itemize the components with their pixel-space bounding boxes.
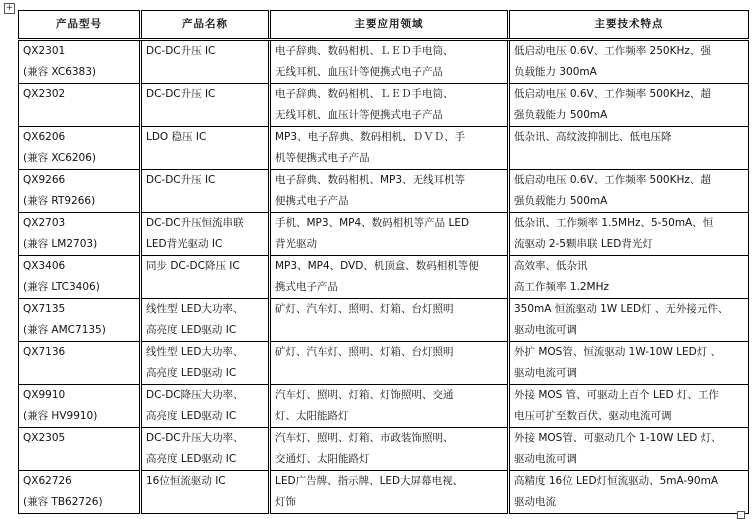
cell-applications-line: 机等便携式电子产品 [275,152,370,164]
cell-applications[interactable] [270,428,509,471]
cell-applications[interactable] [270,84,509,127]
cell-model-line: QX7136 [23,346,66,358]
cell-features-line: 驱动电流可调 [514,367,577,379]
cell-model-line: QX7135 [23,303,66,315]
cell-model-line: QX2302 [23,88,66,100]
cell-name[interactable] [141,40,270,84]
cell-applications-line: MP3、MP4、DVD、机顶盒、数码相机等便 [275,260,479,272]
cell-name[interactable] [141,471,270,514]
cell-applications[interactable] [270,170,509,213]
cell-name-line: 高亮度 LED驱动 IC [146,324,237,336]
table-row [19,84,749,127]
cell-applications-line: 汽车灯、照明、灯箱、灯饰照明、交通 [275,389,454,401]
cell-name-line: DC-DC升压 IC [146,45,216,57]
cell-model-line: (兼容 LTC3406) [23,281,100,293]
table-row [19,299,749,342]
cell-name[interactable] [141,213,270,256]
cell-applications[interactable] [270,385,509,428]
cell-model-line: QX2703 [23,217,66,229]
cell-name-line: LED背光驱动 IC [146,238,223,250]
cell-features-line: 驱动电流可调 [514,453,577,465]
cell-applications-line: 电子辞典、数码相机、MP3、无线耳机等 [275,174,466,186]
cell-name-line: DC-DC升压 IC [146,174,216,186]
cell-features[interactable] [509,385,749,428]
header-features: 主要技术特点 [509,11,749,40]
cell-features-line: 流驱动 2-5颗串联 LED背光灯 [514,238,653,250]
cell-model[interactable] [19,213,141,256]
cell-name[interactable] [141,385,270,428]
cell-features-line: 强负载能力 500mA [514,109,608,121]
cell-features-line: 负载能力 300mA [514,66,597,78]
table-row [19,471,749,514]
table-row [19,213,749,256]
cell-features[interactable] [509,428,749,471]
cell-name-line: DC-DC升压恒流串联 [146,217,244,229]
cell-applications-line: 电子辞典、数码相机、ＬＥＤ手电筒、 [275,45,454,57]
cell-applications-line: 背光驱动 [275,238,317,250]
cell-model[interactable] [19,428,141,471]
cell-name[interactable] [141,428,270,471]
cell-name-line: 高亮度 LED驱动 IC [146,453,237,465]
header-applications: 主要应用领域 [270,11,509,40]
cell-features-line: 低启动电压 0.6V、工作频率 500KHz、超 [514,88,711,100]
cell-model-line: QX9266 [23,174,66,186]
cell-applications[interactable] [270,127,509,170]
cell-name-line: 线性型 LED大功率、 [146,346,244,358]
header-name: 产品名称 [141,11,270,40]
cell-model-line: QX2305 [23,432,66,444]
cell-model[interactable] [19,471,141,514]
cell-applications-line: 矿灯、汽车灯、照明、灯箱、台灯照明 [275,346,454,358]
cell-applications-line: 电子辞典、数码相机、ＬＥＤ手电筒、 [275,88,454,100]
cell-model-line: QX62726 [23,475,72,487]
cell-applications-line: 交通灯、太阳能路灯 [275,453,370,465]
cell-applications[interactable] [270,299,509,342]
cell-features-line: 外接 MOS管、可驱动几个 1-10W LED 灯、 [514,432,722,444]
cell-applications[interactable] [270,471,509,514]
cell-model-line: QX6206 [23,131,66,143]
table-row [19,342,749,385]
cell-applications-line: 灯、太阳能路灯 [275,410,349,422]
cell-model-line: (兼容 AMC7135) [23,324,106,336]
cell-applications-line: 携式电子产品 [275,281,338,293]
cell-features-line: 低启动电压 0.6V、工作频率 500KHz、超 [514,174,711,186]
cell-name[interactable] [141,84,270,127]
cell-features[interactable] [509,170,749,213]
cell-model-line: (兼容 HV9910) [23,410,98,422]
cell-features-line: 驱动电流可调 [514,324,577,336]
cell-applications[interactable] [270,40,509,84]
cell-features-line: 高效率、低杂讯 [514,260,588,272]
cell-name-line: 线性型 LED大功率、 [146,303,244,315]
cell-model-line: (兼容 RT9266) [23,195,96,207]
cell-features-line: 350mA 恒流驱动 1W LED灯 、无外接元件、 [514,303,729,315]
cell-applications-line: 灯饰 [275,496,296,508]
cell-name-line: LDO 稳压 IC [146,131,207,143]
cell-applications-line: 无线耳机、血压计等便携式电子产品 [275,66,443,78]
cell-features-line: 外接 MOS 管、可驱动上百个 LED 灯、工作 [514,389,719,401]
cell-features-line: 高工作频率 1.2MHz [514,281,610,293]
table-row [19,428,749,471]
cell-name[interactable] [141,256,270,299]
cell-features-line: 低杂讯、高纹波抑制比、低电压降 [514,131,672,143]
cell-features-line: 驱动电流 [514,496,556,508]
cell-features[interactable] [509,127,749,170]
cell-features[interactable] [509,213,749,256]
header-model: 产品型号 [19,11,141,40]
cell-features[interactable] [509,40,749,84]
cell-features-line: 强负载能力 500mA [514,195,608,207]
cell-applications-line: 无线耳机、血压计等便携式电子产品 [275,109,443,121]
cell-applications[interactable] [270,213,509,256]
cell-applications[interactable] [270,256,509,299]
cell-applications-line: 便携式电子产品 [275,195,349,207]
table-row [19,170,749,213]
cell-applications-line: LED广告牌、指示牌、LED大屏幕电视、 [275,475,464,487]
cell-name-line: 同步 DC-DC降压 IC [146,260,240,272]
cell-name-line: DC-DC升压 IC [146,88,216,100]
cell-features-line: 高精度 16位 LED灯恒流驱动、5mA-90mA [514,475,719,487]
product-spec-table [18,10,749,514]
cell-model[interactable] [19,256,141,299]
cell-features[interactable] [509,256,749,299]
cell-model-line: QX3406 [23,260,66,272]
cell-name-line: 高亮度 LED驱动 IC [146,410,237,422]
cell-features-line: 电压可扩至数百伏、驱动电流可调 [514,410,672,422]
table-row [19,127,749,170]
cell-features-line: 低杂讯、工作频率 1.5MHz、5-50mA、恒 [514,217,714,229]
cell-model[interactable] [19,299,141,342]
cell-applications[interactable] [270,342,509,385]
cell-model[interactable] [19,127,141,170]
cell-applications-line: MP3、电子辞典、数码相机、ＤＶＤ、手 [275,131,466,143]
table-row [19,256,749,299]
cell-applications-line: 手机、MP3、MP4、数码相机等产品 LED [275,217,470,229]
cell-model[interactable] [19,40,141,84]
cell-model-line: (兼容 LM2703) [23,238,98,250]
table-header-row [19,11,749,40]
cell-features[interactable] [509,342,749,385]
cell-name-line: 16位恒流驱动 IC [146,475,226,487]
cell-features[interactable] [509,84,749,127]
table-move-handle-icon[interactable]: + [5,3,14,13]
cell-model[interactable] [19,385,141,428]
cell-features-line: 外扩 MOS管、恒流驱动 1W-10W LED灯 、 [514,346,722,358]
cell-name[interactable] [141,127,270,170]
cell-features[interactable] [509,299,749,342]
cell-features[interactable] [509,471,749,514]
cell-model-line: (兼容 TB62726) [23,496,103,508]
table-row [19,40,749,84]
cell-model-line: QX9910 [23,389,66,401]
cell-name-line: DC-DC升压大功率、 [146,432,244,444]
cell-model[interactable] [19,342,141,385]
cell-applications-line: 汽车灯、照明、灯箱、市政装饰照明、 [275,432,454,444]
cell-name-line: DC-DC降压大功率、 [146,389,244,401]
cell-model-line: (兼容 XC6383) [23,66,97,78]
cell-model[interactable] [19,84,141,127]
cell-model-line: (兼容 XC6206) [23,152,97,164]
cell-model-line: QX2301 [23,45,66,57]
cell-features-line: 低启动电压 0.6V、工作频率 250KHz、强 [514,45,711,57]
table-row [19,385,749,428]
cell-applications-line: 矿灯、汽车灯、照明、灯箱、台灯照明 [275,303,454,315]
cell-name[interactable] [141,299,270,342]
cell-name[interactable] [141,342,270,385]
cell-model[interactable] [19,170,141,213]
cell-name-line: 高亮度 LED驱动 IC [146,367,237,379]
table-resize-handle-icon[interactable] [737,511,745,519]
cell-name[interactable] [141,170,270,213]
